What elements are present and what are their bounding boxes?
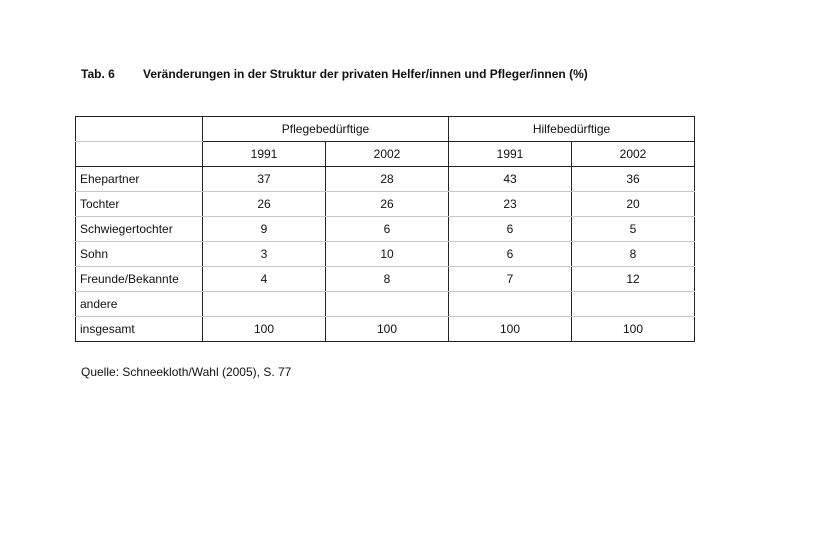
table-cell: 10 — [326, 242, 449, 267]
year-header: 2002 — [326, 142, 449, 167]
table-cell — [572, 292, 695, 317]
table-cell: 23 — [449, 192, 572, 217]
table-row-total — [76, 317, 695, 342]
table-cell: 37 — [203, 167, 326, 192]
row-label: Schwiegertochter — [76, 217, 203, 242]
table-header-groups — [76, 117, 695, 142]
group-header-pflegebeduerftige: Pflegebedürftige — [203, 117, 449, 142]
table-cell: 20 — [572, 192, 695, 217]
table-cell: 3 — [203, 242, 326, 267]
data-table — [75, 116, 695, 342]
header-corner-cell — [76, 142, 203, 167]
table-caption — [81, 67, 588, 81]
table-cell: 43 — [449, 167, 572, 192]
year-header: 1991 — [449, 142, 572, 167]
table-cell: 100 — [449, 317, 572, 342]
table-cell: 100 — [572, 317, 695, 342]
table-cell: 5 — [572, 217, 695, 242]
table-cell: 26 — [203, 192, 326, 217]
row-label: insgesamt — [76, 317, 203, 342]
group-header-hilfebeduerftige: Hilfebedürftige — [449, 117, 695, 142]
table-row-sohn — [76, 242, 695, 267]
table-row-andere — [76, 292, 695, 317]
table-cell: 6 — [326, 217, 449, 242]
table-cell: 6 — [449, 242, 572, 267]
year-header: 1991 — [203, 142, 326, 167]
table-header-years — [76, 142, 695, 167]
table-cell — [203, 292, 326, 317]
table-row-schwiegertochter — [76, 217, 695, 242]
table-cell: 100 — [326, 317, 449, 342]
table-title: Veränderungen in der Struktur der privaten Helfer/innen und Pfleger/innen (%) — [143, 67, 588, 81]
row-label: Tochter — [76, 192, 203, 217]
table-row-freunde-bekannte — [76, 267, 695, 292]
table-cell: 6 — [449, 217, 572, 242]
header-corner-cell — [76, 117, 203, 142]
table-row-tochter — [76, 192, 695, 217]
table-cell: 7 — [449, 267, 572, 292]
source-note: Quelle: Schneekloth/Wahl (2005), S. 77 — [81, 365, 292, 379]
table-cell: 8 — [326, 267, 449, 292]
table-cell — [326, 292, 449, 317]
table-cell — [449, 292, 572, 317]
table-cell: 8 — [572, 242, 695, 267]
row-label: Freunde/Bekannte — [76, 267, 203, 292]
table-row-ehepartner — [76, 167, 695, 192]
row-label: andere — [76, 292, 203, 317]
row-label: Ehepartner — [76, 167, 203, 192]
table-cell: 4 — [203, 267, 326, 292]
table-number: Tab. 6 — [81, 67, 115, 81]
row-label: Sohn — [76, 242, 203, 267]
table-cell: 100 — [203, 317, 326, 342]
table-cell: 36 — [572, 167, 695, 192]
year-header: 2002 — [572, 142, 695, 167]
table-cell: 28 — [326, 167, 449, 192]
table-cell: 12 — [572, 267, 695, 292]
table-cell: 9 — [203, 217, 326, 242]
table-cell: 26 — [326, 192, 449, 217]
